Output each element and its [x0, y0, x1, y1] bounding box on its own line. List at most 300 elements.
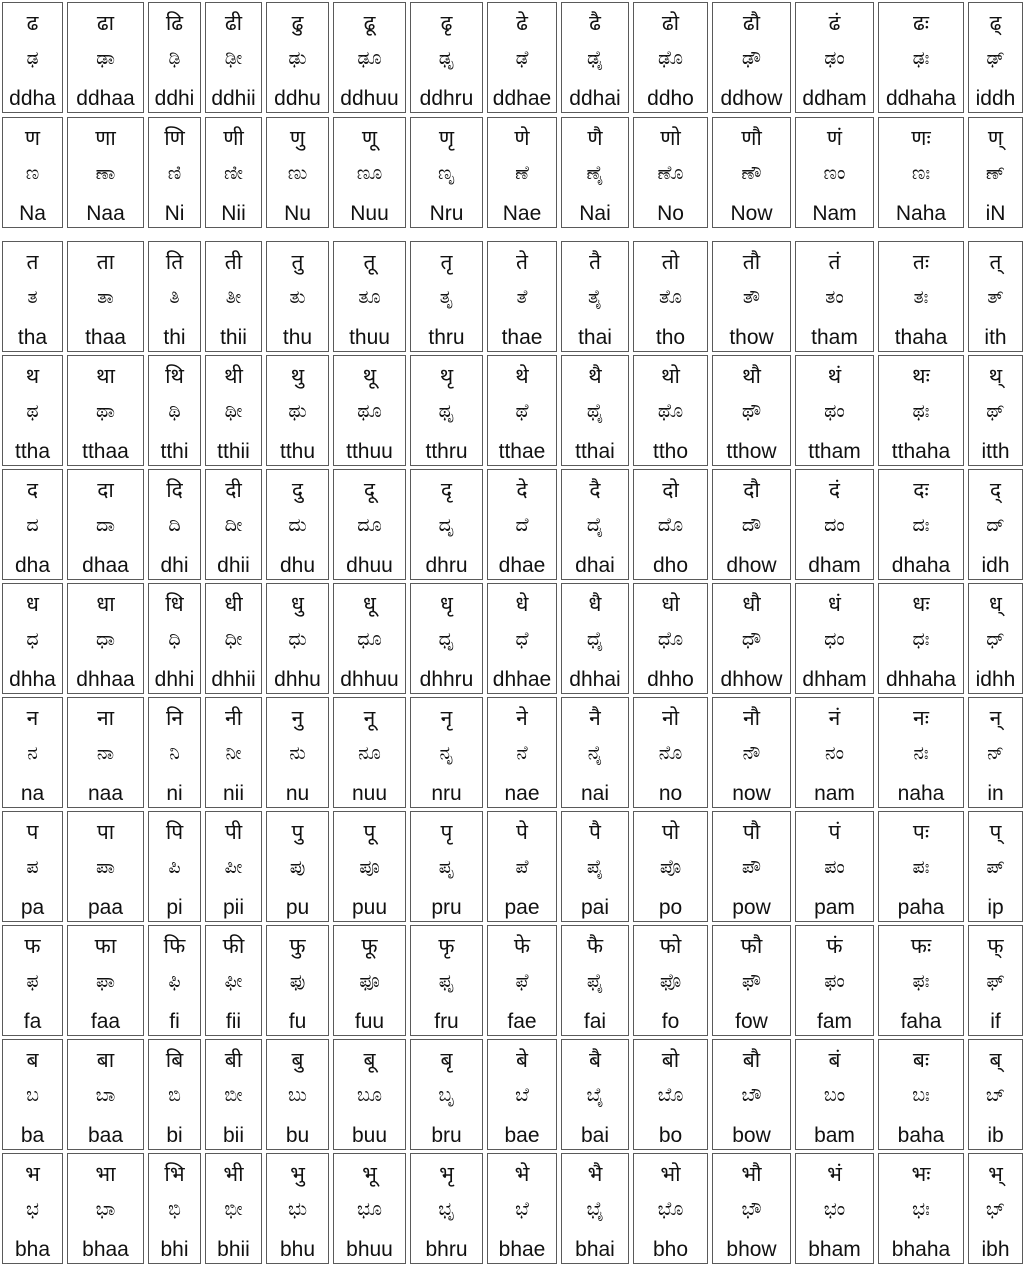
devanagari-syllable: ढू	[363, 11, 376, 35]
latin-transliteration: no	[658, 782, 683, 805]
kannada-syllable: ಭ	[26, 1198, 39, 1220]
latin-transliteration: thi	[163, 326, 186, 349]
devanagari-syllable: बै	[589, 1048, 601, 1072]
devanagari-syllable: पौ	[742, 820, 761, 844]
devanagari-syllable: बे	[516, 1048, 528, 1072]
syllable-cell	[67, 697, 144, 808]
devanagari-syllable: धै	[588, 592, 602, 616]
latin-transliteration: dhhaa	[76, 668, 135, 691]
devanagari-syllable: भी	[223, 1162, 244, 1186]
devanagari-syllable: भृ	[439, 1162, 454, 1186]
kannada-syllable: ದು	[288, 514, 307, 536]
syllable-cell	[633, 1153, 708, 1264]
syllable-cell	[878, 697, 964, 808]
syllable-cell	[968, 355, 1023, 466]
devanagari-syllable: बं	[828, 1048, 841, 1072]
latin-transliteration: bhuu	[346, 1238, 393, 1261]
latin-transliteration: thii	[220, 326, 247, 349]
latin-transliteration: Nru	[429, 202, 464, 225]
kannada-syllable: ಭೀ	[224, 1198, 243, 1220]
kannada-syllable: ಪ್	[986, 856, 1005, 878]
latin-transliteration: now	[732, 782, 771, 805]
syllable-cell	[487, 925, 557, 1036]
devanagari-syllable: पृ	[440, 820, 453, 844]
kannada-syllable: ತಿ	[169, 286, 180, 308]
devanagari-syllable: ढो	[661, 11, 680, 35]
devanagari-syllable: थौ	[742, 364, 761, 388]
latin-transliteration: bu	[285, 1124, 310, 1147]
syllable-cell	[795, 469, 874, 580]
kannada-syllable: ಫಃ	[912, 970, 930, 992]
latin-transliteration: dhhu	[274, 668, 321, 691]
syllable-cell	[487, 355, 557, 466]
syllable-cell	[410, 2, 483, 113]
syllable-cell	[712, 469, 791, 580]
syllable-cell	[487, 697, 557, 808]
latin-transliteration: ttho	[652, 440, 689, 463]
latin-transliteration: in	[987, 782, 1004, 805]
latin-transliteration: pai	[580, 896, 610, 919]
devanagari-syllable: फु	[289, 934, 306, 958]
syllable-cell	[633, 697, 708, 808]
kannada-syllable: ಣೈ	[586, 162, 604, 184]
devanagari-syllable: ब	[26, 1048, 39, 1072]
devanagari-syllable: दु	[291, 478, 304, 502]
syllable-cell	[633, 2, 708, 113]
kannada-syllable: ಢ	[26, 47, 39, 69]
syllable-cell	[712, 811, 791, 922]
latin-transliteration: ttham	[808, 440, 861, 463]
latin-transliteration: nai	[580, 782, 610, 805]
kannada-syllable: ದೃ	[438, 514, 455, 536]
syllable-cell	[205, 925, 262, 1036]
devanagari-syllable: तो	[661, 250, 680, 274]
latin-transliteration: if	[990, 1010, 1001, 1033]
latin-transliteration: fa	[23, 1010, 42, 1033]
syllable-cell	[968, 2, 1023, 113]
kannada-syllable: ಭಂ	[823, 1198, 846, 1220]
kannada-syllable: ಧೃ	[438, 628, 455, 650]
kannada-syllable: ಭೆ	[515, 1198, 529, 1220]
kannada-syllable: ದೊ	[657, 514, 684, 536]
devanagari-syllable: दा	[97, 478, 114, 502]
syllable-cell	[266, 697, 329, 808]
syllable-cell	[2, 469, 63, 580]
syllable-cell	[410, 1039, 483, 1150]
latin-transliteration: naa	[87, 782, 124, 805]
kannada-syllable: ಥಂ	[824, 400, 845, 422]
kannada-syllable: ದಃ	[912, 514, 930, 536]
syllable-cell	[333, 241, 406, 352]
syllable-cell	[205, 811, 262, 922]
latin-transliteration: Nam	[812, 202, 857, 225]
syllable-cell	[67, 2, 144, 113]
latin-transliteration: nu	[285, 782, 310, 805]
syllable-cell	[410, 117, 483, 228]
syllable-cell	[561, 469, 629, 580]
latin-transliteration: bha	[14, 1238, 51, 1261]
devanagari-syllable: नृ	[440, 706, 453, 730]
kannada-syllable: ಬಿ	[168, 1084, 181, 1106]
latin-transliteration: ni	[166, 782, 183, 805]
kannada-syllable: ಫೊ	[659, 970, 682, 992]
devanagari-syllable: ढी	[224, 11, 243, 35]
latin-transliteration: dhha	[9, 668, 56, 691]
kannada-syllable: ಬು	[288, 1084, 307, 1106]
kannada-syllable: ತೃ	[439, 286, 454, 308]
devanagari-syllable: धू	[363, 592, 376, 616]
kannada-syllable: ಥಿ	[168, 400, 181, 422]
kannada-syllable: ಪೀ	[224, 856, 243, 878]
devanagari-syllable: ढे	[516, 11, 528, 35]
latin-transliteration: bham	[808, 1238, 861, 1261]
devanagari-syllable: नो	[661, 706, 680, 730]
devanagari-syllable: भु	[290, 1162, 305, 1186]
kannada-syllable: ಫೌ	[741, 970, 762, 992]
kannada-syllable: ಭು	[287, 1198, 308, 1220]
kannada-syllable: ನ್	[987, 742, 1004, 764]
devanagari-syllable: फं	[826, 934, 843, 958]
devanagari-syllable: भा	[95, 1162, 116, 1186]
syllable-cell	[266, 469, 329, 580]
devanagari-syllable: दं	[828, 478, 841, 502]
devanagari-syllable: थो	[661, 364, 680, 388]
syllable-cell	[333, 117, 406, 228]
devanagari-syllable: थृ	[439, 364, 454, 388]
syllable-cell	[410, 811, 483, 922]
latin-transliteration: fo	[661, 1010, 680, 1033]
devanagari-syllable: ध्	[989, 592, 1002, 616]
latin-transliteration: dhho	[647, 668, 694, 691]
latin-transliteration: ddhai	[569, 87, 621, 110]
kannada-syllable: ಢಾ	[96, 47, 115, 69]
devanagari-syllable: ढ्	[989, 11, 1002, 35]
kannada-syllable: ಧೆ	[515, 628, 529, 650]
devanagari-syllable: थु	[290, 364, 305, 388]
kannada-syllable: ಢೂ	[357, 47, 382, 69]
syllable-cell	[712, 117, 791, 228]
devanagari-syllable: ते	[516, 250, 528, 274]
latin-transliteration: Nai	[579, 202, 611, 225]
devanagari-syllable: ढृ	[440, 11, 453, 35]
latin-transliteration: idhh	[975, 668, 1016, 691]
kannada-syllable: ಬೀ	[224, 1084, 243, 1106]
kannada-syllable: ನೀ	[225, 742, 242, 764]
syllable-cell	[2, 1039, 63, 1150]
devanagari-syllable: धः	[912, 592, 930, 616]
syllable-cell	[487, 117, 557, 228]
syllable-cell	[561, 697, 629, 808]
syllable-cell	[333, 1153, 406, 1264]
kannada-syllable: ಫಾ	[96, 970, 115, 992]
kannada-syllable: ಫ್	[986, 970, 1005, 992]
devanagari-syllable: नी	[224, 706, 243, 730]
latin-transliteration: nii	[222, 782, 244, 805]
latin-transliteration: idh	[981, 554, 1010, 577]
latin-transliteration: tthaha	[891, 440, 951, 463]
latin-transliteration: dha	[14, 554, 51, 577]
syllable-cell	[2, 811, 63, 922]
latin-transliteration: dhhae	[492, 668, 552, 691]
latin-transliteration: dhhaha	[885, 668, 957, 691]
latin-transliteration: buu	[351, 1124, 388, 1147]
latin-transliteration: dhham	[802, 668, 867, 691]
devanagari-syllable: नै	[589, 706, 601, 730]
latin-transliteration: na	[20, 782, 45, 805]
syllable-cell	[333, 697, 406, 808]
devanagari-syllable: भौ	[741, 1162, 762, 1186]
devanagari-syllable: णो	[660, 126, 681, 150]
kannada-syllable: ದಂ	[824, 514, 845, 536]
devanagari-syllable: ढा	[96, 11, 115, 35]
devanagari-syllable: फ	[24, 934, 41, 958]
latin-transliteration: bhi	[160, 1238, 189, 1261]
kannada-syllable: ಣೌ	[741, 162, 762, 184]
syllable-cell	[712, 697, 791, 808]
devanagari-syllable: ढि	[165, 11, 184, 35]
syllable-cell	[67, 469, 144, 580]
kannada-syllable: ಧೀ	[224, 628, 243, 650]
latin-transliteration: ddhu	[274, 87, 321, 110]
kannada-syllable: ಪಂ	[824, 856, 845, 878]
syllable-cell	[878, 241, 964, 352]
syllable-cell	[410, 1153, 483, 1264]
latin-transliteration: baa	[87, 1124, 124, 1147]
devanagari-syllable: धा	[96, 592, 115, 616]
kannada-syllable: ಧೊ	[657, 628, 684, 650]
latin-transliteration: dhu	[279, 554, 316, 577]
devanagari-syllable: ढु	[291, 11, 304, 35]
devanagari-syllable: णै	[587, 126, 603, 150]
kannada-syllable: ಢೆ	[515, 47, 529, 69]
devanagari-syllable: पे	[516, 820, 528, 844]
syllable-cell	[148, 811, 201, 922]
syllable-cell	[712, 355, 791, 466]
kannada-syllable: ಣ	[25, 162, 40, 184]
devanagari-syllable: पू	[363, 820, 376, 844]
latin-transliteration: tthaa	[82, 440, 129, 463]
syllable-cell	[333, 2, 406, 113]
kannada-syllable: ತ್	[987, 286, 1004, 308]
devanagari-syllable: दै	[589, 478, 601, 502]
kannada-syllable: ನ	[27, 742, 38, 764]
devanagari-syllable: बि	[165, 1048, 184, 1072]
kannada-syllable: ದೀ	[224, 514, 243, 536]
syllable-cell	[2, 2, 63, 113]
kannada-syllable: ಣೆ	[515, 162, 529, 184]
latin-transliteration: thow	[729, 326, 774, 349]
kannada-syllable: ದೈ	[586, 514, 604, 536]
latin-transliteration: pii	[222, 896, 244, 919]
kannada-syllable: ಥೀ	[224, 400, 243, 422]
kannada-syllable: ಣಿ	[167, 162, 182, 184]
latin-transliteration: dhru	[425, 554, 468, 577]
latin-transliteration: pa	[20, 896, 45, 919]
devanagari-syllable: ता	[96, 250, 115, 274]
kannada-syllable: ಭಃ	[912, 1198, 930, 1220]
latin-transliteration: ddhi	[154, 87, 195, 110]
latin-transliteration: tha	[17, 326, 48, 349]
kannada-syllable: ಫಿ	[168, 970, 181, 992]
kannada-syllable: ಢ್	[986, 47, 1005, 69]
syllable-cell	[561, 117, 629, 228]
devanagari-syllable: भ्	[988, 1162, 1003, 1186]
syllable-cell	[968, 697, 1023, 808]
devanagari-syllable: नि	[165, 706, 184, 730]
kannada-syllable: ಫೃ	[438, 970, 455, 992]
kannada-syllable: ಬೊ	[657, 1084, 684, 1106]
devanagari-syllable: नं	[828, 706, 841, 730]
devanagari-syllable: धृ	[440, 592, 453, 616]
kannada-syllable: ತ	[27, 286, 38, 308]
syllable-cell	[968, 811, 1023, 922]
devanagari-syllable: धु	[291, 592, 304, 616]
latin-transliteration: bhai	[575, 1238, 615, 1261]
syllable-cell	[333, 925, 406, 1036]
syllable-cell	[487, 1153, 557, 1264]
devanagari-syllable: था	[96, 364, 115, 388]
latin-transliteration: po	[658, 896, 683, 919]
devanagari-syllable: ढं	[828, 11, 841, 35]
devanagari-syllable: पि	[165, 820, 184, 844]
devanagari-syllable: णू	[361, 126, 378, 150]
kannada-syllable: ಪು	[289, 856, 306, 878]
kannada-syllable: ಥ್	[986, 400, 1005, 422]
kannada-syllable: ಭೂ	[356, 1198, 383, 1220]
syllable-cell	[266, 925, 329, 1036]
latin-transliteration: Now	[730, 202, 773, 225]
kannada-syllable: ಬಂ	[823, 1084, 846, 1106]
latin-transliteration: bhaa	[82, 1238, 129, 1261]
latin-transliteration: fow	[735, 1010, 768, 1033]
latin-transliteration: dhhow	[720, 668, 783, 691]
latin-transliteration: bii	[222, 1124, 244, 1147]
kannada-syllable: ಥೈ	[586, 400, 604, 422]
devanagari-syllable: तः	[912, 250, 930, 274]
devanagari-syllable: पी	[224, 820, 243, 844]
devanagari-syllable: दे	[516, 478, 528, 502]
syllable-cell	[712, 241, 791, 352]
kannada-syllable: ಭೌ	[741, 1198, 762, 1220]
latin-transliteration: fuu	[354, 1010, 385, 1033]
devanagari-syllable: णं	[826, 126, 843, 150]
devanagari-syllable: णा	[95, 126, 116, 150]
syllable-cell	[712, 583, 791, 694]
devanagari-syllable: फो	[659, 934, 682, 958]
devanagari-syllable: बः	[912, 1048, 930, 1072]
latin-transliteration: dhhuu	[340, 668, 399, 691]
latin-transliteration: tthru	[425, 440, 468, 463]
syllable-cell	[266, 117, 329, 228]
syllable-cell	[795, 1153, 874, 1264]
kannada-syllable: ನೌ	[742, 742, 761, 764]
kannada-syllable: ಣೀ	[224, 162, 243, 184]
kannada-syllable: ಢು	[288, 47, 307, 69]
latin-transliteration: paa	[87, 896, 124, 919]
latin-transliteration: thai	[578, 326, 612, 349]
devanagari-syllable: भे	[514, 1162, 530, 1186]
latin-transliteration: Nii	[221, 202, 246, 225]
devanagari-syllable: धे	[515, 592, 529, 616]
syllable-cell	[2, 117, 63, 228]
syllable-cell	[633, 117, 708, 228]
latin-transliteration: ddhru	[419, 87, 474, 110]
devanagari-syllable: फू	[361, 934, 378, 958]
latin-transliteration: ddho	[647, 87, 694, 110]
syllable-cell	[712, 1039, 791, 1150]
syllable-cell	[795, 1039, 874, 1150]
syllable-cell	[878, 583, 964, 694]
latin-transliteration: fii	[225, 1010, 242, 1033]
kannada-syllable: ಫ	[26, 970, 39, 992]
devanagari-syllable: धौ	[742, 592, 761, 616]
devanagari-syllable: न	[26, 706, 39, 730]
kannada-syllable: ತು	[289, 286, 306, 308]
latin-transliteration: tthuu	[346, 440, 393, 463]
kannada-syllable: ತೂ	[358, 286, 381, 308]
syllable-cell	[266, 241, 329, 352]
latin-transliteration: fu	[288, 1010, 307, 1033]
syllable-cell	[487, 241, 557, 352]
syllable-cell	[2, 697, 63, 808]
kannada-syllable: ಪಾ	[96, 856, 115, 878]
syllable-cell	[561, 1039, 629, 1150]
syllable-cell	[878, 469, 964, 580]
syllable-cell	[67, 355, 144, 466]
kannada-syllable: ನೆ	[516, 742, 528, 764]
devanagari-syllable: णि	[164, 126, 185, 150]
syllable-cell	[878, 1039, 964, 1150]
latin-transliteration: ddha	[9, 87, 56, 110]
kannada-syllable: ದ್	[986, 514, 1005, 536]
kannada-syllable: ಥಃ	[912, 400, 930, 422]
syllable-cell	[878, 2, 964, 113]
syllable-cell	[333, 583, 406, 694]
syllable-cell	[67, 117, 144, 228]
kannada-syllable: ಧಂ	[824, 628, 845, 650]
kannada-syllable: ನಃ	[913, 742, 929, 764]
syllable-cell	[795, 117, 874, 228]
kannada-syllable: ಭಾ	[95, 1198, 116, 1220]
devanagari-syllable: दौ	[743, 478, 760, 502]
syllable-cell	[333, 811, 406, 922]
syllable-cell	[205, 2, 262, 113]
latin-transliteration: Naa	[86, 202, 125, 225]
latin-transliteration: bow	[732, 1124, 771, 1147]
syllable-cell	[878, 355, 964, 466]
kannada-syllable: ಣಾ	[95, 162, 116, 184]
syllable-cell	[633, 583, 708, 694]
kannada-syllable: ಢೀ	[224, 47, 243, 69]
latin-transliteration: dhhai	[569, 668, 621, 691]
latin-transliteration: dhai	[575, 554, 615, 577]
latin-transliteration: bam	[814, 1124, 855, 1147]
latin-transliteration: tthow	[726, 440, 777, 463]
syllable-cell	[333, 1039, 406, 1150]
latin-transliteration: dho	[652, 554, 689, 577]
kannada-syllable: ನಿ	[169, 742, 180, 764]
syllable-cell	[266, 1039, 329, 1150]
syllable-cell	[561, 583, 629, 694]
syllable-cell	[410, 355, 483, 466]
syllable-cell	[561, 811, 629, 922]
latin-transliteration: ddhii	[211, 87, 256, 110]
syllable-cell	[795, 355, 874, 466]
devanagari-syllable: णु	[289, 126, 306, 150]
latin-transliteration: itth	[981, 440, 1010, 463]
latin-transliteration: fi	[169, 1010, 180, 1033]
latin-transliteration: bai	[580, 1124, 610, 1147]
